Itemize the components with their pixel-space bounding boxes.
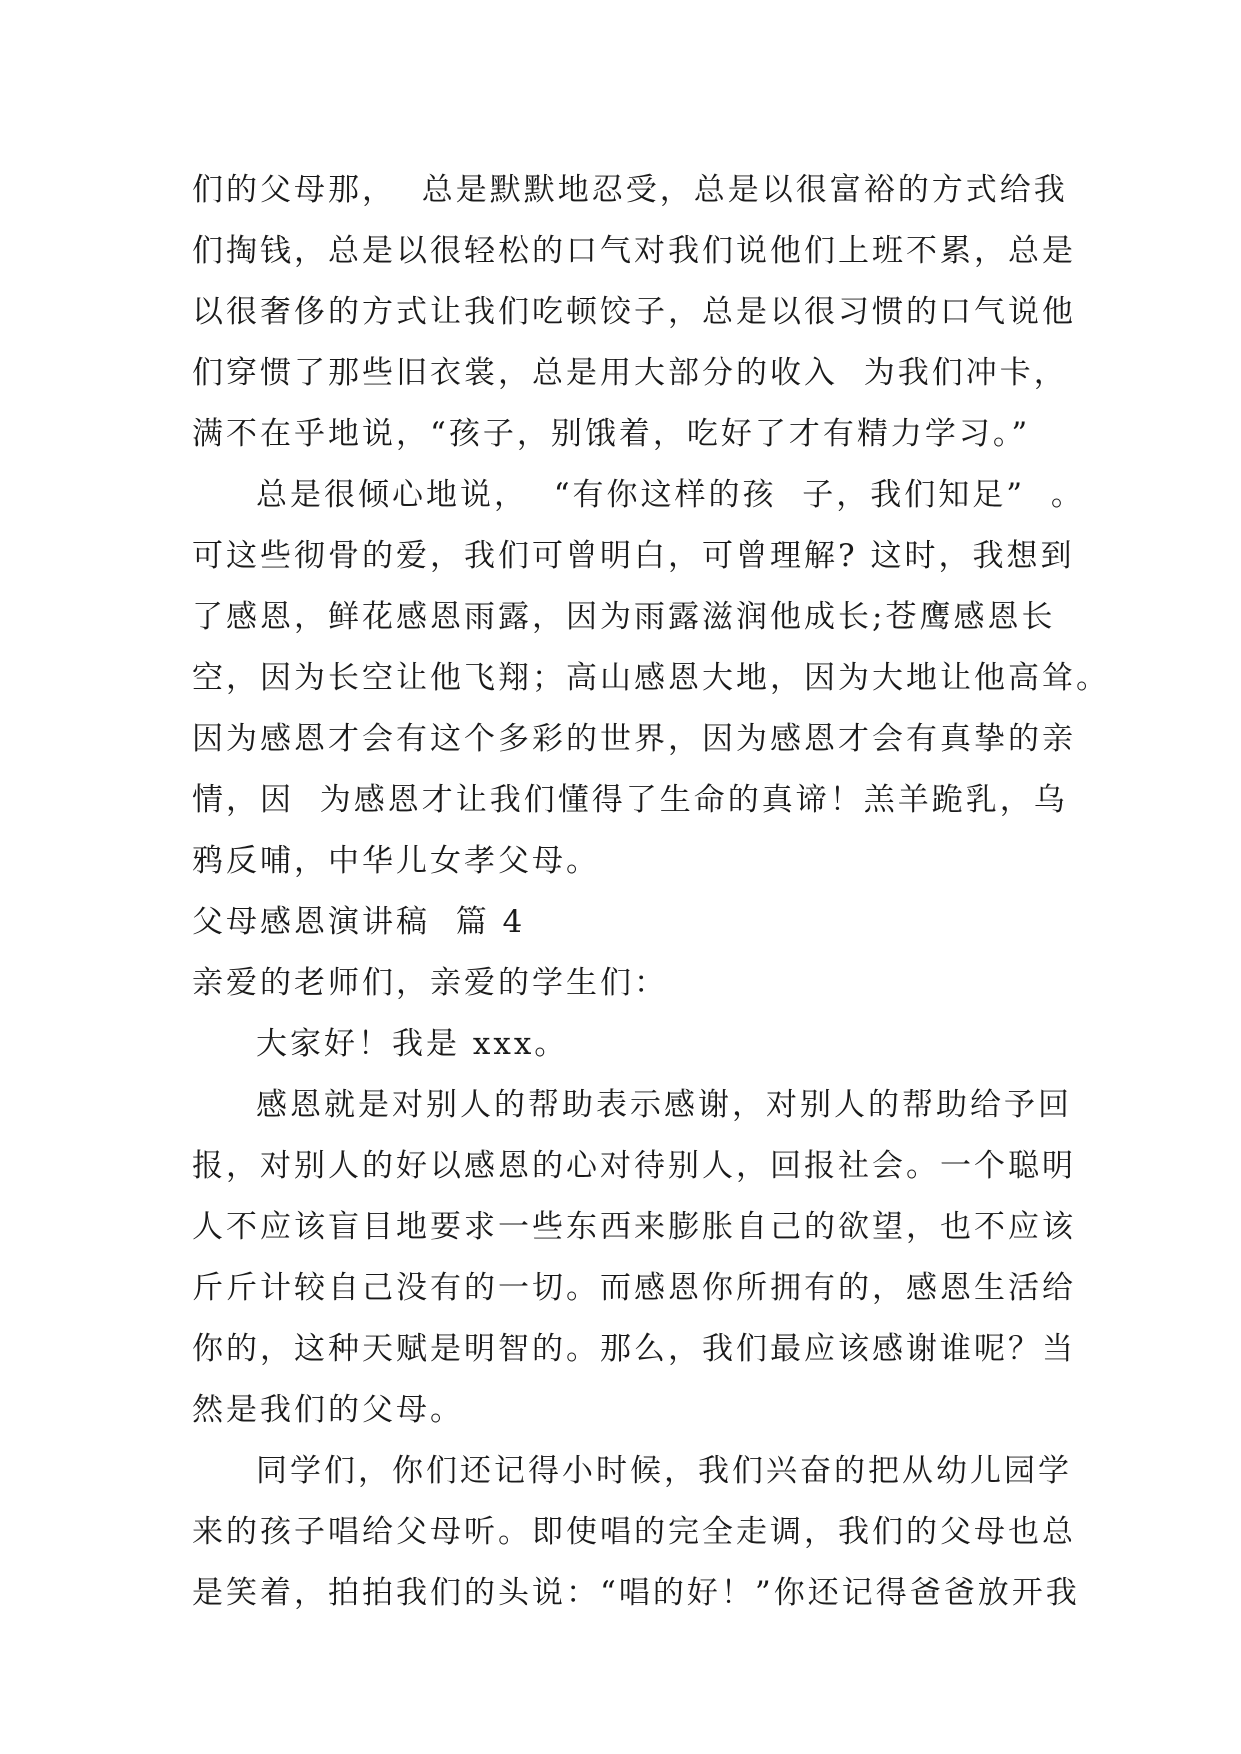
text-line: 空，因为长空让他飞翔；高山感恩大地，因为大地让他高耸。 <box>192 660 1110 696</box>
text-line: 情，因 为感恩才让我们懂得了生命的真谛！羔羊跪乳，乌 <box>192 782 1068 818</box>
text-line: 总是很倾心地说， “有你这样的孩 子，我们知足” 。 <box>256 477 1085 513</box>
text-line: 同学们，你们还记得小时候，我们兴奋的把从幼儿园学 <box>256 1453 1072 1489</box>
text-line: 感恩就是对别人的帮助表示感谢，对别人的帮助给予回 <box>256 1087 1072 1123</box>
text-line: 人不应该盲目地要求一些东西来膨胀自己的欲望，也不应该 <box>192 1209 1076 1245</box>
text-line: 报，对别人的好以感恩的心对待别人，回报社会。一个聪明 <box>192 1148 1076 1184</box>
text-line: 满不在乎地说，“孩子，别饿着，吃好了才有精力学习。” <box>192 416 1031 452</box>
text-line: 可这些彻骨的爱，我们可曾明白，可曾理解? 这时，我想到 <box>192 538 1075 574</box>
text-line: 因为感恩才会有这个多彩的世界，因为感恩才会有真挚的亲 <box>192 721 1076 757</box>
text-line: 来的孩子唱给父母听。即使唱的完全走调，我们的父母也总 <box>192 1514 1076 1550</box>
text-line: 是笑着，拍拍我们的头说：“唱的好！”你还记得爸爸放开我 <box>192 1575 1080 1611</box>
text-line: 了感恩，鲜花感恩雨露，因为雨露滋润他成长;苍鹰感恩长 <box>192 599 1056 635</box>
greeting: 大家好！我是 xxx。 <box>256 1026 569 1062</box>
document-body <box>192 160 1110 1624</box>
text-line: 鸦反哺，中华儿女孝父母。 <box>192 843 600 879</box>
text-line: 们的父母那， 总是默默地忍受，总是以很富裕的方式给我 <box>192 172 1068 208</box>
text-line: 们掏钱，总是以很轻松的口气对我们说他们上班不累，总是 <box>192 233 1076 269</box>
salutation: 亲爱的老师们，亲爱的学生们： <box>192 965 668 1001</box>
text-line: 斤斤计较自己没有的一切。而感恩你所拥有的，感恩生活给 <box>192 1270 1076 1306</box>
text-line: 以很奢侈的方式让我们吃顿饺子，总是以很习惯的口气说他 <box>192 294 1076 330</box>
text-line: 然是我们的父母。 <box>192 1392 464 1428</box>
section-title: 父母感恩演讲稿 篇 4 <box>192 904 526 940</box>
text-line: 们穿惯了那些旧衣裳，总是用大部分的收入 为我们冲卡， <box>192 355 1068 391</box>
text-line: 你的，这种天赋是明智的。那么，我们最应该感谢谁呢？当 <box>192 1331 1076 1367</box>
